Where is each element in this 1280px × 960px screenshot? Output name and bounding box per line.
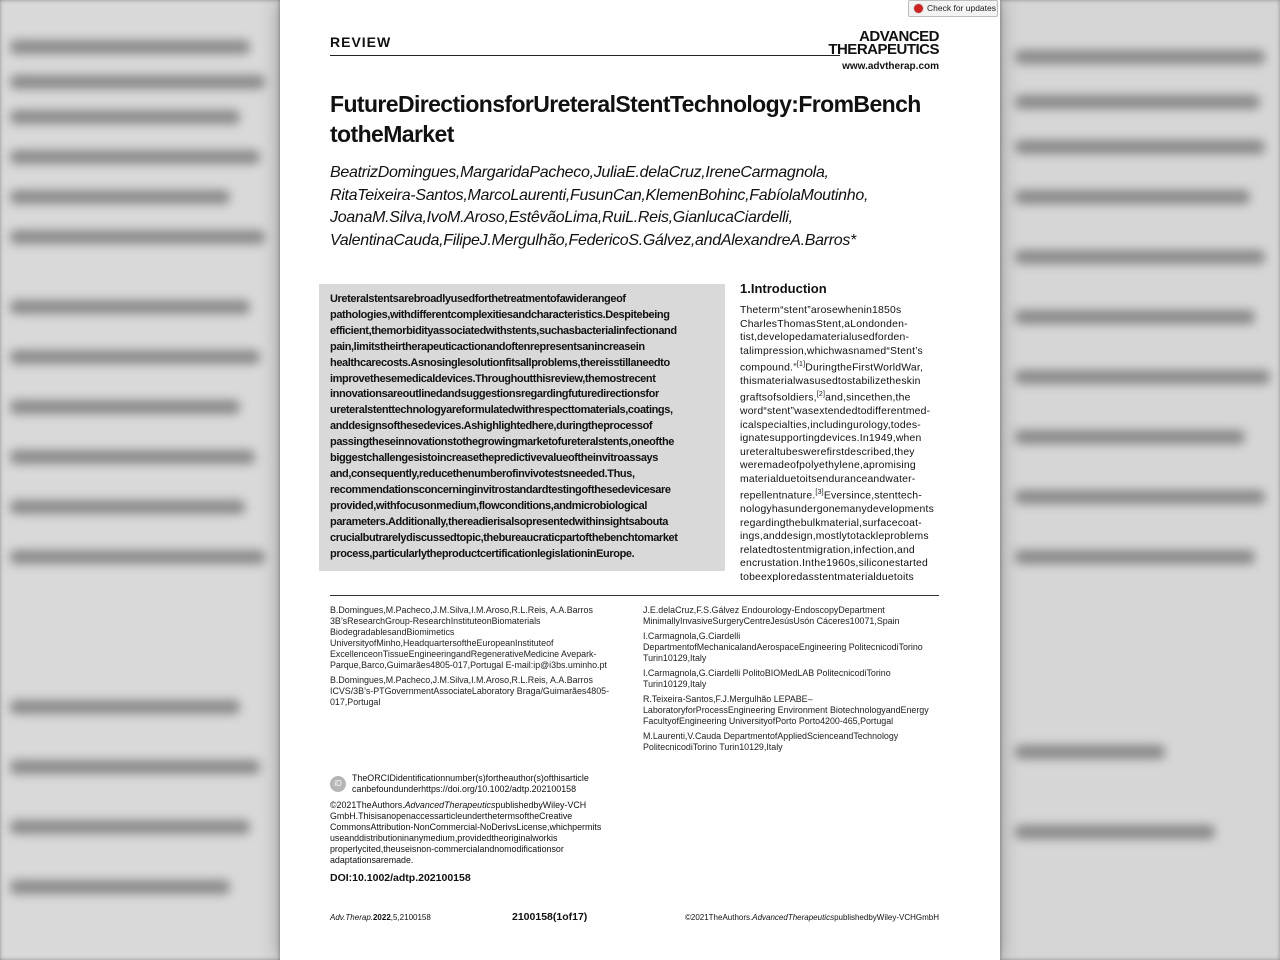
affiliations-right — [643, 605, 943, 757]
orcid-note — [330, 773, 630, 795]
doi-link[interactable]: DOI:10.1002/adtp.202100158 — [330, 872, 471, 884]
section-label: REVIEW — [330, 34, 392, 50]
intro-part: Eversince,stenttech- nologyhasundergonemanydevelopments regardingthebulkmaterial,surfacecoat- ings,anddesign,mostlytotackleproblems relatedtostentmigration,infection,and encrustation.Inthe1960s,siliconestarted tobeexploredasstentmaterialduetoits — [740, 490, 934, 583]
blur-line — [10, 350, 260, 364]
blur-line — [10, 700, 240, 714]
blur-line — [1015, 370, 1270, 384]
intro-part: DuringtheFirstWorldWar, thismaterialwasusedtostabilizetheskin graftsofsoldiers, — [740, 362, 924, 404]
footer-journal: Adv.Therap. — [330, 913, 373, 922]
blur-line — [10, 500, 245, 514]
reference-link[interactable]: [2] — [816, 391, 826, 399]
author-list — [330, 162, 950, 252]
footer-volume: ,5,2100158 — [390, 913, 431, 922]
footer-copyright-pre: ©2021TheAuthors. — [684, 913, 753, 922]
author-line: BeatrizDomingues,MargaridaPacheco,JuliaE.delaCruz,IreneCarmagnola, — [330, 164, 829, 181]
blur-line — [1015, 50, 1265, 64]
copyright-journal: AdvancedTherapeutics — [404, 800, 496, 810]
author-line: ValentinaCauda,FilipeJ.Mergulhão,FedericoS.Gálvez,andAlexandreA.Barros* — [330, 231, 856, 249]
footer-year: 2022 — [372, 913, 391, 922]
blur-line — [10, 550, 265, 564]
blur-line — [10, 450, 255, 464]
affiliation-block: M.Laurenti,V.Cauda DepartmentofAppliedScienceandTechnology PolitecnicodiTorino Turin10129,Italy — [643, 731, 899, 752]
blur-line — [10, 190, 230, 204]
blur-line — [10, 880, 230, 894]
affiliation-block: I.Carmagnola,G.Ciardelli DepartmentofMechanicalandAerospaceEngineering PolitecnicodiTorino Turin10129,Italy — [643, 631, 923, 663]
journal-name-line2: THERAPEUTICS — [828, 41, 939, 58]
blur-line — [10, 300, 250, 314]
footer-copyright-journal: AdvancedTherapeutics — [752, 913, 835, 922]
blur-line — [1015, 140, 1265, 154]
affiliation-block: J.E.delaCruz,F.S.Gálvez Endourology-EndoscopyDepartment MinimallyInvasiveSurgeryCentreJesúsUsón Cáceres10071,Spain — [643, 605, 900, 626]
blur-line — [1015, 310, 1255, 324]
article-page — [280, 0, 1000, 960]
copyright-pre: ©2021TheAuthors. — [330, 800, 405, 810]
blur-line — [1015, 250, 1265, 264]
blur-line — [1015, 825, 1215, 839]
author-line: JoanaM.Silva,IvoM.Aroso,EstêvãoLima,RuiL.Reis,GianlucaCiardelli, — [330, 209, 793, 226]
blur-line — [10, 400, 240, 414]
blur-line — [1015, 430, 1245, 444]
copyright-post: publishedbyWiley-VCH GmbH.ThisisanopenaccessarticleunderthetermsoftheCreative CommonsAttribution-NonCommercial-NoDerivsLicense,whichpermits useanddistributioninanymedium,providedtheoriginalworkis properlycited,theuseisnon-commercialandnomodificationsor adaptationsaremade. — [330, 800, 602, 865]
blur-line — [10, 150, 260, 164]
blur-line — [1015, 745, 1165, 759]
affiliation-block: I.Carmagnola,G.Ciardelli PolitoBIOMedLAB PolitecnicodiTorino Turin10129,Italy — [643, 668, 891, 689]
orcid-icon[interactable]: iD — [330, 776, 346, 792]
intro-text — [740, 304, 940, 584]
header-rule — [330, 55, 840, 56]
blur-line — [1015, 550, 1255, 564]
intro-heading: 1.Introduction — [740, 281, 827, 296]
blur-line — [10, 75, 265, 89]
blur-line — [1015, 95, 1260, 109]
blurred-left-panel — [0, 0, 280, 960]
blur-line — [10, 760, 260, 774]
footer-copyright-post: publishedbyWiley-VCHGmbH — [834, 913, 939, 922]
affiliation-rule — [330, 595, 939, 596]
intro-part: and,sincethen,the word“stent”wasextendedtodifferentmed- icalspecialties,includingurology,todes- ignatesupportingdevices.In1949,when ureteraltubeswerefirstdescribed,they weremadeofpolyethylene,apromising materialduetoitsenduranceandwater- repellentnature. — [740, 392, 931, 502]
affiliation-block: B.Domingues,M.Pacheco,J.M.Silva,I.M.Aroso,R.L.Reis, A.A.Barros ICVS/3B’s-PTGovernmentAssociateLaboratory Braga/Guimarães4805-017,Portugal — [330, 675, 610, 707]
abstract-box: Ureteralstentsarebroadlyusedforthetreatmentofawiderangeof pathologies,withdifferentcomplexitiesandcharacteristics.Despitebeing efficient,themorbidityassociatedwithstents,suchasbacterialinfectionand pain,limitstheirtherapeuticactionandoftenrepresentsanincreasein healthcarecosts.Asnosinglesolutionfitsallproblems,thereisstillaneedto improvethesemedicaldevices.Throughoutthisreview,themostrecent innovationsareoutlinedandsuggestionsregardingfuturedirectionsfor ureteralstenttechnologyareformulatedwithrespecttomaterials,coatings, anddesignsofthesedevices.Ashighlightedhere,duringtheprocessof passingtheseinnovationstothegrowingmarketofureteralstents,oneofthe biggestchallengesistoincreasethepredictivevalueoftheinvitroassays and,consequently,reducethenumberofinvivotestsneeded.Thus, recommendationsconcerninginvitrostandardtestingofthesedevicesare provided,withfocusonmedium,flowconditions,andmicrobiological parameters.Additionally,thereadierisalsopresentedwithinsightsabouta crucialbutrarelydiscussedtopic,thebureaucraticpartofthebenchtomarket process,particularlytheproductcertificationlegislationinEurope. — [319, 284, 725, 571]
check-for-updates-button[interactable] — [908, 0, 998, 17]
footer-copyright — [685, 913, 939, 922]
affiliation-block: B.Domingues,M.Pacheco,J.M.Silva,I.M.Aroso,R.L.Reis, A.A.Barros 3B’sResearchGroup-ResearchInstituteonBiomaterials BiodegradablesandBiomimetics UniversityofMinho,HeadquartersoftheEuropeanInstituteof ExcellenceonTissueEngineeringandRegenerativeMedicine Avepark-Parque,Barco,Guimarães4805-017,Portugal E-mail:ip@i3bs.uminho.pt — [330, 605, 607, 670]
blur-line — [10, 40, 250, 54]
blur-line — [10, 820, 250, 834]
page-number: 2100158(1of17) — [512, 911, 588, 923]
blur-line — [10, 230, 265, 244]
reference-link[interactable]: [3] — [815, 489, 824, 497]
journal-name-line1: ADVANCED — [859, 28, 939, 45]
blur-line — [1015, 190, 1250, 204]
reference-link[interactable]: [1] — [796, 361, 806, 368]
orcid-text[interactable]: TheORCIDidentificationnumber(s)fortheauthor(s)ofthisarticle canbefoundunderhttps://doi.org/10.1002/adtp.202100158 — [352, 773, 589, 794]
blur-line — [10, 110, 240, 124]
intro-part: Theterm“stent”arosewhenin1850s CharlesThomasStent,aLondonden- tist,developedamaterialusedforden- talimpression,whichwasnamed“Stent’s compound.” — [740, 305, 923, 374]
crossmark-icon — [913, 3, 924, 14]
author-line: RitaTeixeira-Santos,MarcoLaurenti,FusunCan,KlemenBohinc,FabíolaMoutinho, — [330, 186, 869, 204]
journal-logo — [828, 30, 939, 72]
footer-citation — [330, 913, 431, 922]
article-title: FutureDirectionsforUreteralStentTechnology:FromBench totheMarket — [330, 91, 921, 147]
affiliation-block: R.Teixeira-Santos,F.J.Mergulhão LEPABE–LaboratoryforProcessEngineering Environment BiotechnologyandEnergy FacultyofEngineering UniversityofPorto Porto4200-465,Portugal — [643, 694, 929, 726]
copyright-notice — [330, 800, 630, 866]
journal-url[interactable]: www.advtherap.com — [842, 61, 939, 72]
blur-line — [1015, 490, 1265, 504]
check-for-updates-label: Check for updates — [927, 3, 996, 13]
affiliations-left — [330, 605, 620, 712]
